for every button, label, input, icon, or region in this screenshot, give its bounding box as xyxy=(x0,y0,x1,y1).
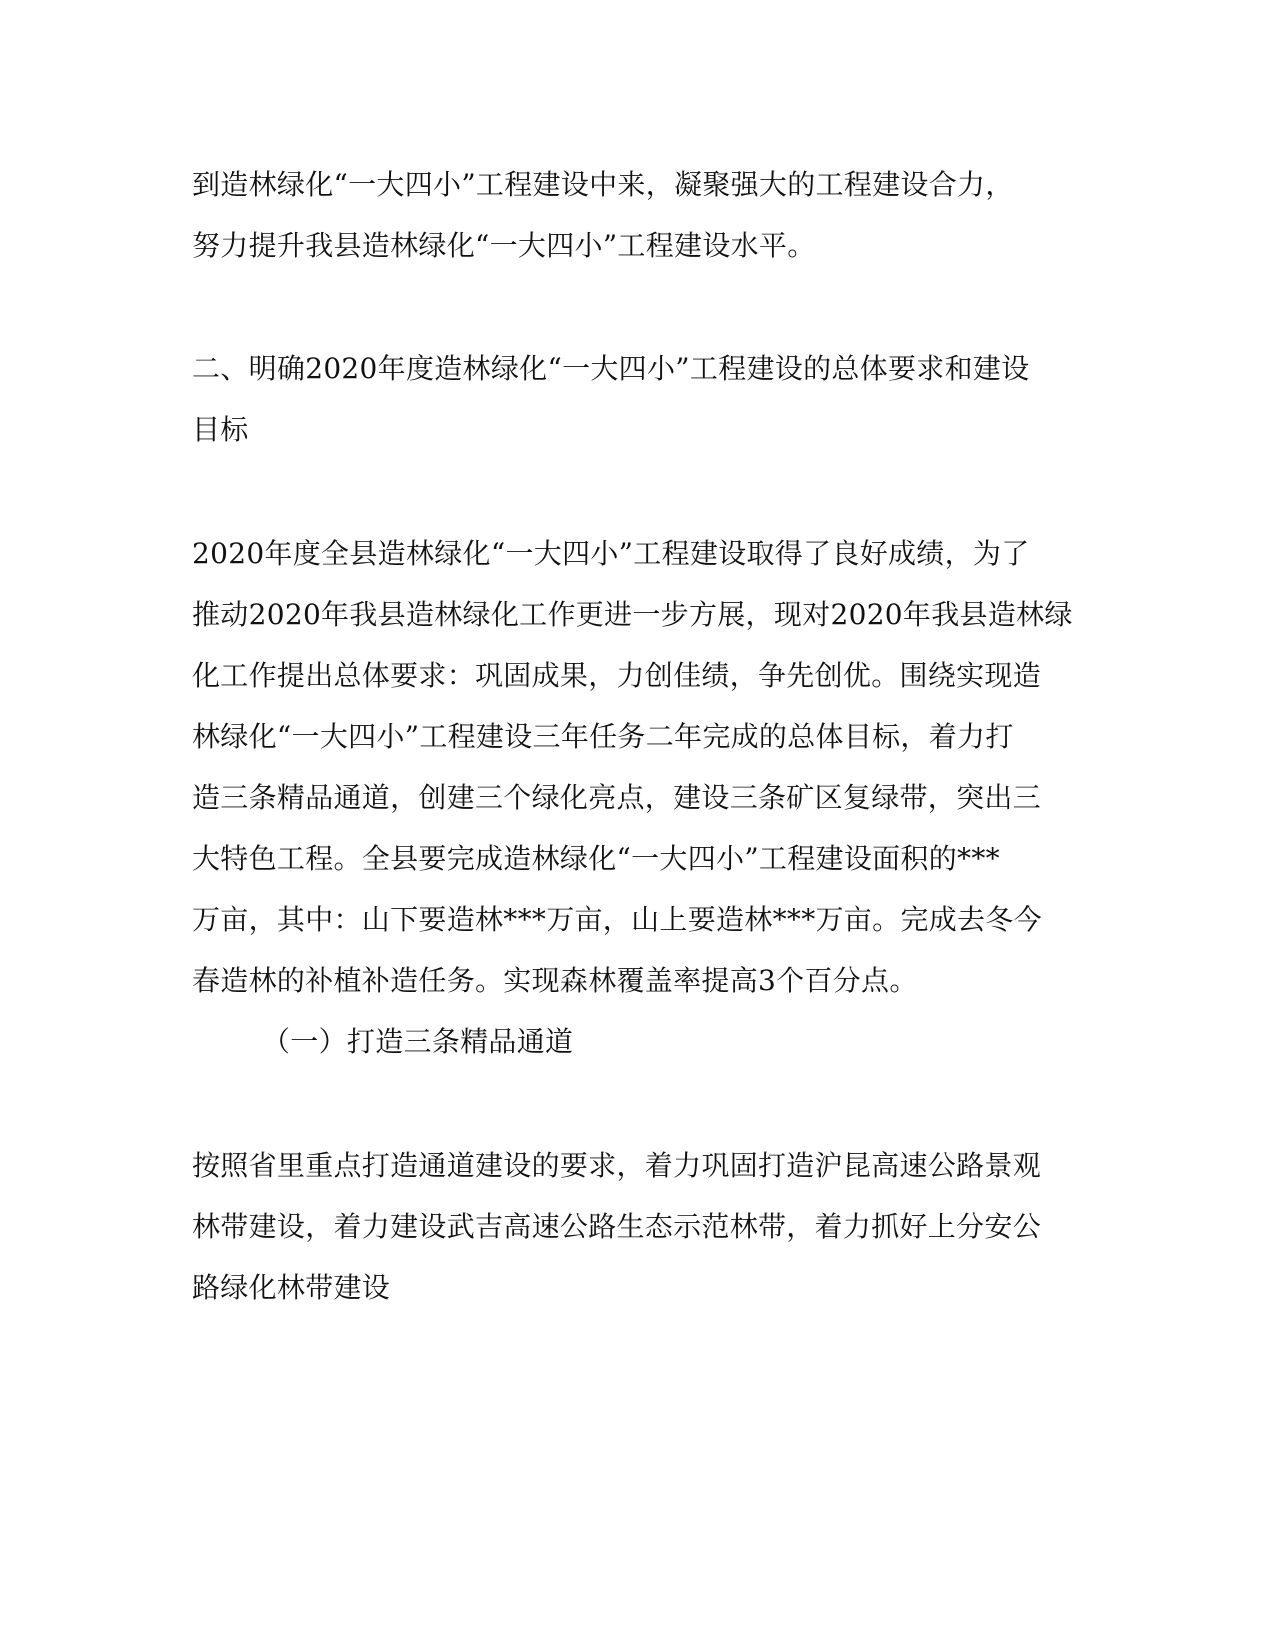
paragraph-line: 化工作提出总体要求：巩固成果，力创佳绩，争先创优。围绕实现造 xyxy=(192,659,1042,692)
paragraph-line: 按照省里重点打造通道建设的要求，着力巩固打造沪昆高速公路景观 xyxy=(192,1149,1042,1182)
section-heading-line: 目标 xyxy=(192,413,249,446)
section-heading-line: 二、明确2020年度造林绿化“一大四小”工程建设的总体要求和建设 xyxy=(192,352,1030,385)
paragraph-line: 林绿化“一大四小”工程建设三年任务二年完成的总体目标，着力打 xyxy=(192,720,1014,753)
paragraph-line: 万亩，其中：山下要造林***万亩，山上要造林***万亩。完成去冬今 xyxy=(192,903,1042,936)
paragraph-line: 林带建设，着力建设武吉高速公路生态示范林带，着力抓好上分安公 xyxy=(192,1210,1042,1243)
paragraph-line: 推动2020年我县造林绿化工作更进一步方展，现对2020年我县造林绿 xyxy=(192,598,1073,631)
paragraph-line: 春造林的补植补造任务。实现森林覆盖率提高3个百分点。 xyxy=(192,964,918,997)
paragraph-line: 到造林绿化“一大四小”工程建设中来，凝聚强大的工程建设合力， xyxy=(192,168,1014,201)
paragraph-line: 路绿化林带建设 xyxy=(192,1271,391,1304)
paragraph-line: 大特色工程。全县要完成造林绿化“一大四小”工程建设面积的*** xyxy=(192,842,1000,875)
subsection-heading: （一）打造三条精品通道 xyxy=(262,1025,574,1058)
paragraph-line: 造三条精品通道，创建三个绿化亮点，建设三条矿区复绿带，突出三 xyxy=(192,781,1042,814)
paragraph-line: 努力提升我县造林绿化“一大四小”工程建设水平。 xyxy=(192,229,816,262)
paragraph-line: 2020年度全县造林绿化“一大四小”工程建设取得了良好成绩，为了 xyxy=(192,537,1030,570)
